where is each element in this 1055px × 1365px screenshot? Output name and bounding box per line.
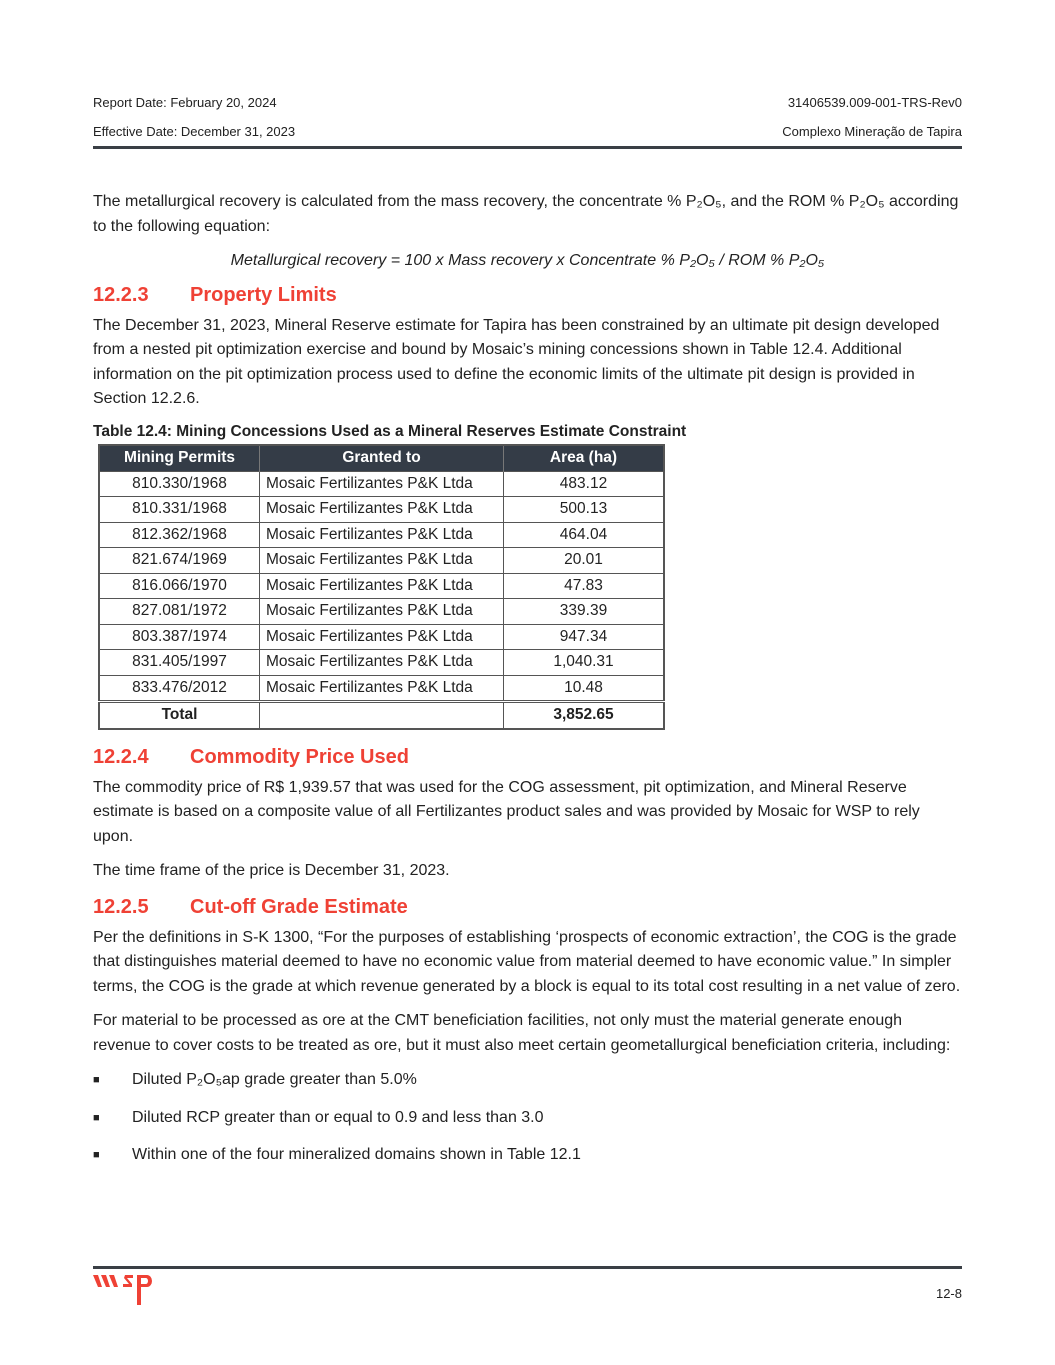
column-header: Granted to xyxy=(260,445,504,472)
grantee-cell: Mosaic Fertilizantes P&K Ltda xyxy=(260,497,504,523)
grantee-cell: Mosaic Fertilizantes P&K Ltda xyxy=(260,548,504,574)
permit-cell: 827.081/1972 xyxy=(99,599,260,625)
permit-cell: 803.387/1974 xyxy=(99,624,260,650)
area-cell: 1,040.31 xyxy=(504,650,665,676)
bullet-icon: ■ xyxy=(93,1149,100,1161)
total-row xyxy=(99,702,664,729)
section-heading-12-2-3 xyxy=(93,282,962,308)
table-row xyxy=(99,675,664,702)
cog-definition-paragraph: Per the definitions in S-K 1300, “For the purposes of establishing ‘prospects of economic extraction’, the COG is the grade that distinguishes material deemed to have no economic value from material deemed to have economic value.” In simpler terms, the COG is the grade at which revenue generated by a block is equal to its total cost resulting in a net value of zero. xyxy=(93,928,961,995)
table-row xyxy=(99,650,664,676)
page-body xyxy=(93,190,962,1181)
section-number: 12.2.5 xyxy=(93,895,149,918)
area-cell: 10.48 xyxy=(504,675,665,702)
permit-cell: 816.066/1970 xyxy=(99,573,260,599)
commodity-price-paragraph: The commodity price of R$ 1,939.57 that was used for the COG assessment, pit optimization, and Mineral Reserve estimate is based on a composite value of all Fertilizantes product sales and was provided by Mosaic for WSP to rely upon. xyxy=(93,778,920,845)
grantee-cell: Mosaic Fertilizantes P&K Ltda xyxy=(260,675,504,702)
grantee-cell: Mosaic Fertilizantes P&K Ltda xyxy=(260,624,504,650)
property-limits-paragraph: The December 31, 2023, Mineral Reserve estimate for Tapira has been constrained by an ultimate pit design developed from a nested pit optimization exercise and bound by Mosaic’s mining concessions shown in Table 12.4. Additional information on the pit optimization process used to define the economic limits of the ultimate pit design is provided in Section 12.2.6. xyxy=(93,316,940,407)
permit-cell: 821.674/1969 xyxy=(99,548,260,574)
permit-cell: 833.476/2012 xyxy=(99,675,260,702)
permit-cell: 810.330/1968 xyxy=(99,471,260,497)
price-timeframe-paragraph: The time frame of the price is December 31, 2023. xyxy=(93,862,450,879)
wsp-logo xyxy=(93,1273,157,1312)
column-header: Area (ha) xyxy=(504,445,665,472)
criteria-list xyxy=(93,1068,962,1168)
table-row xyxy=(99,497,664,523)
section-title: Property Limits xyxy=(190,283,337,306)
grantee-cell: Mosaic Fertilizantes P&K Ltda xyxy=(260,471,504,497)
table-row xyxy=(99,599,664,625)
recovery-equation: Metallurgical recovery = 100 x Mass recovery x Concentrate % P₂O₅ / ROM % P₂O₅ xyxy=(230,252,825,269)
mining-concessions-table xyxy=(98,444,665,730)
section-number: 12.2.3 xyxy=(93,283,149,306)
table-row xyxy=(99,548,664,574)
grantee-cell: Mosaic Fertilizantes P&K Ltda xyxy=(260,599,504,625)
document-id: 31406539.009-001-TRS-Rev0 xyxy=(787,95,962,110)
permit-cell: 810.331/1968 xyxy=(99,497,260,523)
section-number: 12.2.4 xyxy=(93,745,149,768)
section-heading-12-2-4 xyxy=(93,744,962,770)
area-cell: 500.13 xyxy=(504,497,665,523)
total-label: Total xyxy=(99,702,260,729)
grantee-cell: Mosaic Fertilizantes P&K Ltda xyxy=(260,650,504,676)
area-cell: 483.12 xyxy=(504,471,665,497)
ore-criteria-paragraph: For material to be processed as ore at the CMT beneficiation facilities, not only must the material generate enough revenue to cover costs to be treated as ore, but it must also meet certain geometallurgical beneficiation criteria, including: xyxy=(93,1012,951,1054)
list-item-text: Diluted P₂O₅ap grade greater than 5.0% xyxy=(132,1071,417,1088)
list-item xyxy=(93,1143,962,1168)
page-number: 12-8 xyxy=(935,1286,962,1301)
footer-divider xyxy=(93,1266,962,1269)
report-date: Report Date: February 20, 2024 xyxy=(93,95,277,110)
total-area: 3,852.65 xyxy=(504,702,665,729)
permit-cell: 812.362/1968 xyxy=(99,522,260,548)
permit-cell: 831.405/1997 xyxy=(99,650,260,676)
table-row xyxy=(99,624,664,650)
area-cell: 20.01 xyxy=(504,548,665,574)
section-title: Commodity Price Used xyxy=(190,745,409,768)
section-title: Cut-off Grade Estimate xyxy=(190,895,408,918)
intro-paragraph: The metallurgical recovery is calculated from the mass recovery, the concentrate % P₂O₅, and the ROM % P₂O₅ according to the following equation: xyxy=(93,193,959,235)
bullet-icon: ■ xyxy=(93,1074,100,1086)
table-row xyxy=(99,471,664,497)
effective-date: Effective Date: December 31, 2023 xyxy=(93,124,296,139)
list-item xyxy=(93,1068,962,1093)
area-cell: 339.39 xyxy=(504,599,665,625)
list-item-text: Within one of the four mineralized domains shown in Table 12.1 xyxy=(132,1146,581,1163)
list-item-text: Diluted RCP greater than or equal to 0.9 and less than 3.0 xyxy=(132,1108,544,1126)
table-row xyxy=(99,573,664,599)
area-cell: 947.34 xyxy=(504,624,665,650)
section-heading-12-2-5 xyxy=(93,894,962,920)
grantee-cell: Mosaic Fertilizantes P&K Ltda xyxy=(260,573,504,599)
table-caption: Table 12.4: Mining Concessions Used as a Mineral Reserves Estimate Constraint xyxy=(93,422,687,440)
column-header: Mining Permits xyxy=(99,445,260,472)
area-cell: 464.04 xyxy=(504,522,665,548)
area-cell: 47.83 xyxy=(504,573,665,599)
total-empty xyxy=(260,702,504,729)
list-item xyxy=(93,1106,962,1131)
grantee-cell: Mosaic Fertilizantes P&K Ltda xyxy=(260,522,504,548)
header-divider xyxy=(93,146,962,149)
project-name: Complexo Mineração de Tapira xyxy=(782,124,962,139)
bullet-icon: ■ xyxy=(93,1111,100,1124)
table-row xyxy=(99,522,664,548)
